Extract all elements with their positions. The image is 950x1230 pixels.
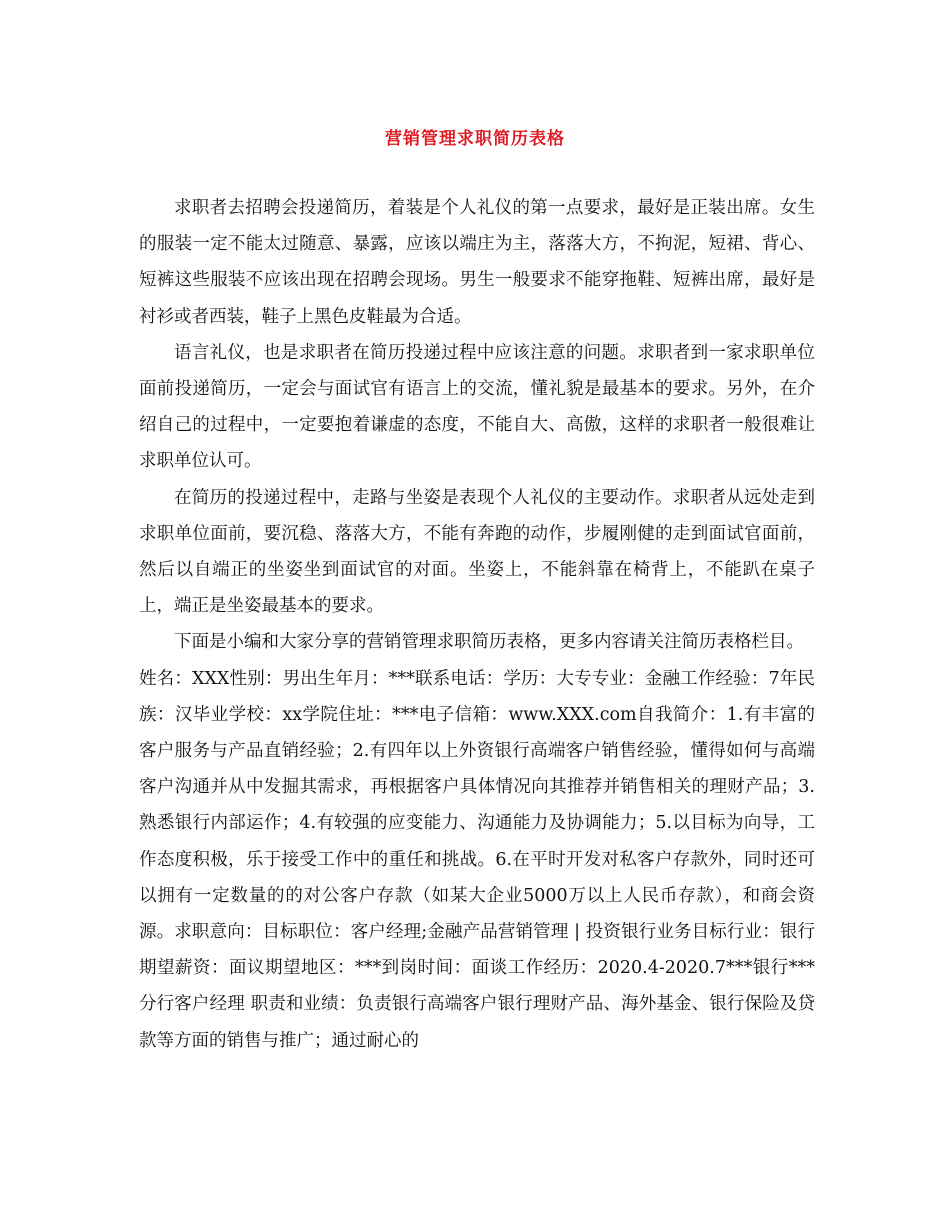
document-body	[139, 190, 815, 1059]
paragraph-intro: 下面是小编和大家分享的营销管理求职简历表格，更多内容请关注简历表格栏目。	[174, 632, 804, 653]
paragraph-attire: 求职者去招聘会投递简历，着装是个人礼仪的第一点要求，最好是正装出席。女生的服装一定不能太过随意、暴露，应该以端庄为主，落落大方，不拘泥，短裙、背心、短裤这些服装不应该出现在招聘会现场。男生一般要求不能穿拖鞋、短裤出席，最好是衬衫或者西装，鞋子上黑色皮鞋最为合适。	[139, 198, 815, 327]
paragraph-language: 语言礼仪，也是求职者在简历投递过程中应该注意的问题。求职者到一家求职单位面前投递简历，一定会与面试官有语言上的交流，懂礼貌是最基本的要求。另外，在介绍自己的过程中，一定要抱着谦虚的态度，不能自大、高傲，这样的求职者一般很难让求职单位认可。	[139, 342, 815, 472]
document-title: 营销管理求职简历表格	[385, 129, 565, 149]
resume-details: 姓名：XXX性别：男出生年月：***联系电话：学历：大专专业：金融工作经验：7年民族：汉毕业学校：xx学院住址：***电子信箱：www.XXX.com自我简介：1.有丰富的客户服务与产品直销经验；2.有四年以上外资银行高端客户销售经验，懂得如何与高端客户沟通并从中发掘其需求，再根据客户具体情况向其推荐并销售相关的理财产品；3.熟悉银行内部运作；4.有较强的应变能力、沟通能力及协调能力；5.以目标为向导，工作态度积极，乐于接受工作中的重任和挑战。6.在平时开发对私客户存款外，同时还可以拥有一定数量的的对公客户存款（如某大企业5000万以上人民币存款），和商会资源。求职意向：目标职位：客户经理;金融产品营销管理 | 投资银行业务目标行业：银行期望薪资：面议期望地区：***到岗时间：面谈工作经历：2020.4-2020.7***银行***分行客户经理 职责和业绩：负责银行高端客户银行理财产品、海外基金、银行保险及贷款等方面的销售与推广；通过耐心的	[139, 668, 815, 1051]
paragraph-posture: 在简历的投递过程中，走路与坐姿是表现个人礼仪的主要动作。求职者从远处走到求职单位面前，要沉稳、落落大方，不能有奔跑的动作，步履刚健的走到面试官面前，然后以自端正的坐姿坐到面试官的对面。坐姿上，不能斜靠在椅背上，不能趴在桌子上，端正是坐姿最基本的要求。	[139, 487, 815, 617]
